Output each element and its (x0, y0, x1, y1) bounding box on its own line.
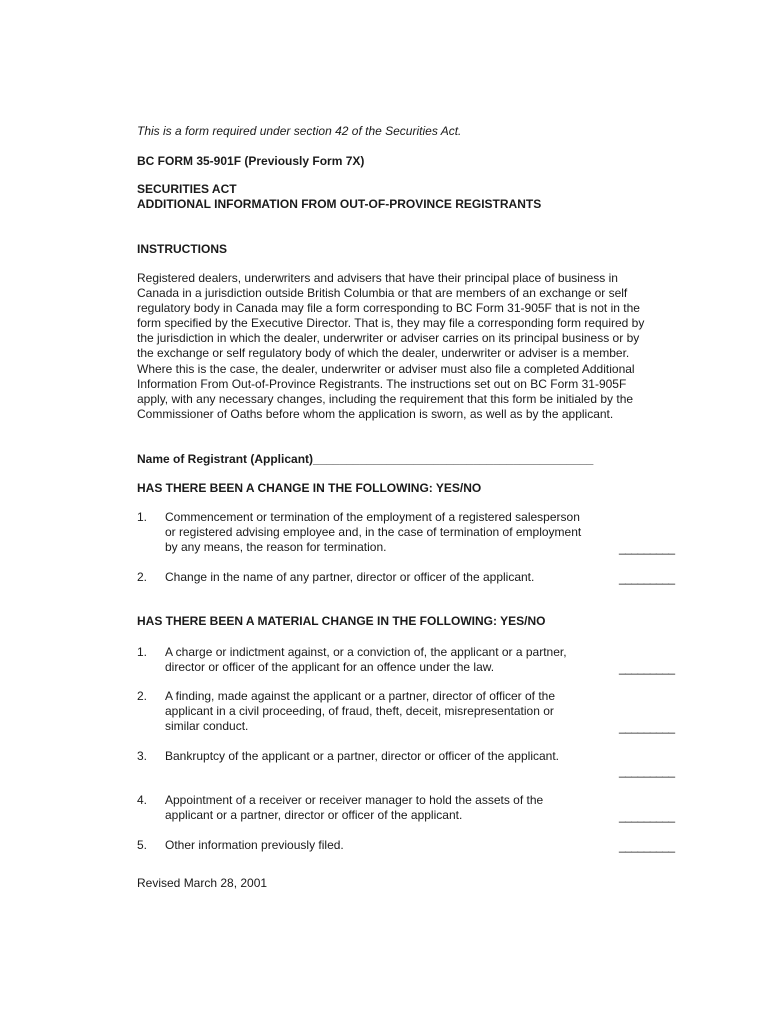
yes-no-blank[interactable]: _________ (619, 809, 675, 823)
item-line: Bankruptcy of the applicant or a partner, director or officer of the applicant. (165, 749, 560, 763)
instructions-line: form specified by the Executive Director. That is, they may file a corresponding form required by (137, 316, 645, 331)
registrant-name-field[interactable]: Name of Registrant (Applicant)__________________________________________ (137, 452, 594, 466)
item-text (165, 749, 559, 764)
yes-no-blank[interactable]: _________ (619, 541, 675, 555)
item-number: 3. (137, 749, 148, 763)
instructions-line: apply, with any necessary changes, including the requirement that this form be initialed by the (137, 391, 634, 406)
item-line: similar conduct. (165, 719, 249, 733)
header-note: This is a form required under section 42 of the Securities Act. (137, 124, 462, 138)
yes-no-blank[interactable]: _________ (619, 661, 675, 675)
instructions-line: Commissioner of Oaths before whom the application is sworn, as well as by the applicant. (137, 406, 614, 421)
instructions-line: the jurisdiction in which the dealer, underwriter or adviser carries on its principal business or by (137, 331, 640, 346)
item-number: 1. (137, 510, 148, 524)
section1-heading: HAS THERE BEEN A CHANGE IN THE FOLLOWING: YES/NO (137, 481, 482, 495)
yes-no-blank[interactable]: _________ (619, 764, 675, 778)
instructions-line: Registered dealers, underwriters and advisers that have their principal place of business in (137, 271, 618, 285)
item-line: applicant in a civil proceeding, of fraud, theft, deceit, misrepresentation or (165, 704, 554, 718)
item-line: by any means, the reason for termination. (165, 540, 387, 554)
section2-heading: HAS THERE BEEN A MATERIAL CHANGE IN THE FOLLOWING: YES/NO (137, 614, 546, 628)
instructions-line: regulatory body in Canada may file a form corresponding to BC Form 31-905F that is not in the (137, 301, 640, 316)
item-number: 2. (137, 689, 148, 703)
item-number: 2. (137, 570, 148, 584)
item-line: A finding, made against the applicant or a partner, director of officer of the (165, 689, 556, 703)
instructions-line: Canada in a jurisdiction outside British Columbia or that are members of an exchange or self (137, 286, 628, 301)
item-text (165, 793, 543, 823)
instructions-heading: INSTRUCTIONS (137, 242, 227, 256)
item-text (165, 570, 534, 585)
act-title: SECURITIES ACT (137, 182, 237, 196)
item-line: or registered advising employee and, in the case of termination of employment (165, 525, 582, 539)
instructions-line: Where this is the case, the dealer, underwriter or adviser must also file a completed Additional (137, 361, 635, 376)
item-line: applicant or a partner, director or officer of the applicant. (165, 808, 463, 822)
form-id: BC FORM 35-901F (Previously Form 7X) (137, 154, 365, 168)
instructions-paragraph (137, 271, 677, 422)
item-line: A charge or indictment against, or a conviction of, the applicant or a partner, (165, 645, 567, 659)
item-line: Commencement or termination of the employment of a registered salesperson (165, 510, 580, 524)
yes-no-blank[interactable]: _________ (619, 571, 675, 585)
item-number: 5. (137, 838, 148, 852)
instructions-line: Information From Out-of-Province Registrants. The instructions set out on BC Form 31-905F (137, 376, 627, 391)
yes-no-blank[interactable]: _________ (619, 720, 675, 734)
item-line: Change in the name of any partner, director or officer of the applicant. (165, 570, 535, 584)
revision-date: Revised March 28, 2001 (137, 876, 268, 890)
item-line: Other information previously filed. (165, 838, 344, 852)
yes-no-blank[interactable]: _________ (619, 839, 675, 853)
item-number: 4. (137, 793, 148, 807)
item-text (165, 645, 567, 675)
instructions-line: the exchange or self regulatory body of which the dealer, underwriter or adviser is a member. (137, 346, 630, 361)
item-line: director or officer of the applicant for an offence under the law. (165, 660, 495, 674)
item-text (165, 689, 555, 734)
form-title: ADDITIONAL INFORMATION FROM OUT-OF-PROVINCE REGISTRANTS (137, 197, 542, 211)
item-line: Appointment of a receiver or receiver manager to hold the assets of the (165, 793, 544, 807)
item-number: 1. (137, 645, 148, 659)
item-text (165, 838, 344, 853)
item-text (165, 510, 581, 555)
